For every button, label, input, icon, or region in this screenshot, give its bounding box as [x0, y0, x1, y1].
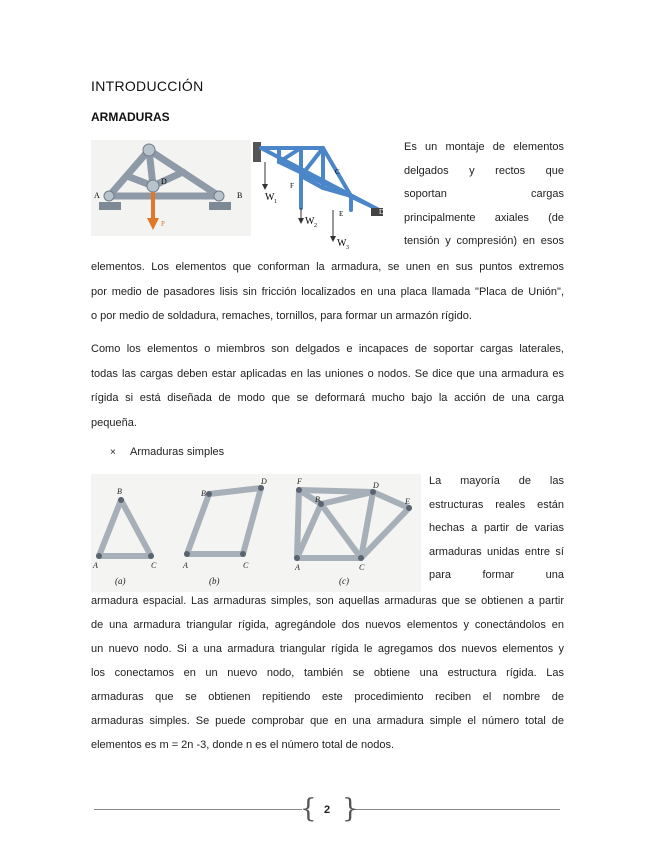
- text-line: hechas a partir de varias: [429, 522, 564, 535]
- label-w2: W: [305, 216, 315, 227]
- text-line: armadura espacial. Las armaduras simples, son aquellas armaduras que se obtienen a partir: [91, 595, 564, 607]
- label-b-d: D: [261, 477, 267, 486]
- label-b: B: [237, 191, 243, 200]
- label-w1: W: [265, 192, 275, 203]
- label-b-a: A: [183, 561, 188, 570]
- label-c-e: E: [405, 497, 410, 506]
- text-line: principalmente axiales (de: [404, 211, 564, 224]
- bullet-simple-trusses: [110, 446, 224, 458]
- label-w3: W: [337, 238, 347, 249]
- label-c-c: C: [359, 563, 365, 572]
- text-line: pequeña.: [91, 416, 137, 429]
- text-line: elementos es m = 2n -3, donde n es el número total de nodos.: [91, 739, 394, 751]
- bullet-x-icon: ×: [110, 447, 116, 458]
- text-line: armaduras unidas entre sí: [429, 545, 564, 558]
- bullet-label: Armaduras simples: [130, 446, 225, 458]
- label-a-b: B: [117, 487, 122, 496]
- label-c-d: D: [373, 481, 379, 490]
- subsection-heading: ARMADURAS: [91, 110, 170, 124]
- caption-a: (a): [115, 576, 126, 586]
- roof-truss-figure: [91, 140, 251, 236]
- label-a-c: C: [151, 561, 157, 570]
- footer-left-brace-icon: {: [300, 794, 317, 824]
- label-d2: D: [379, 208, 385, 216]
- label-c-b: B: [315, 495, 320, 504]
- label-e: E: [339, 210, 344, 218]
- label-w1-sub: 1: [274, 199, 277, 205]
- label-c-a: A: [295, 563, 300, 572]
- label-w3-sub: 3: [346, 245, 349, 250]
- label-p: P: [161, 220, 165, 228]
- loads-paragraph: [91, 337, 564, 435]
- text-line: La mayoría de las: [429, 475, 564, 487]
- text-line: para formar una: [429, 569, 564, 582]
- text-line: un nuevo nodo. Si a una armadura triangular rígida le agregamos dos nuevos elementos y: [91, 643, 564, 655]
- cantilever-truss-figure: [253, 138, 391, 250]
- text-line: soportan cargas: [404, 188, 564, 201]
- label-c-f: F: [297, 477, 302, 486]
- text-line: armaduras simples. Se puede comprobar que en una armadura simple el número total de: [91, 715, 564, 727]
- label-b-c: C: [243, 561, 249, 570]
- text-line: por medio de pasadores lisis sin fricción localizados en una placa llamada "Placa de Unión",: [91, 285, 564, 298]
- simple-trusses-paragraph: [91, 589, 564, 757]
- text-line: armaduras que se obtienen repitiendo este procedimiento reciben el nombre de: [91, 691, 564, 703]
- text-line: Es un montaje de elementos: [404, 141, 564, 153]
- text-line: todas las cargas deben estar aplicadas en las uniones o nodos. Se dice que una armadura es: [91, 367, 564, 380]
- text-line: tensión y compresión) en esos: [404, 235, 564, 248]
- label-a-a: A: [93, 561, 98, 570]
- footer-right-brace-icon: }: [342, 794, 359, 824]
- text-line: estructuras reales están: [429, 498, 564, 511]
- text-line: elementos. Los elementos que conforman la armadura, se unen en sus puntos extremos: [91, 261, 564, 273]
- simple-trusses-figure: [91, 474, 421, 592]
- intro-paragraph: [91, 255, 564, 329]
- text-line: los conectamos en un nuevo nodo, también se obtiene una estructura rígida. Las: [91, 667, 564, 679]
- text-line: de una armadura triangular rígida, agregándole dos nuevos elementos y conectándolos en: [91, 619, 564, 631]
- label-b-b: B: [201, 489, 206, 498]
- text-line: delgados y rectos que: [404, 164, 564, 177]
- label-a: A: [94, 191, 100, 200]
- label-d: D: [161, 177, 167, 186]
- text-line: rígida si está diseñada de modo que se deformará mucho bajo la acción de una carga: [91, 392, 564, 405]
- simple-wrap-text: [429, 470, 564, 588]
- caption-b: (b): [209, 576, 220, 586]
- intro-wrap-text: [404, 136, 564, 254]
- label-f: F: [290, 182, 294, 190]
- section-heading: INTRODUCCIÓN: [91, 78, 204, 94]
- text-line: Como los elementos o miembros son delgados e incapaces de soportar cargas laterales,: [91, 343, 564, 355]
- footer-rule-left: [94, 809, 302, 810]
- page-number: 2: [323, 804, 331, 816]
- text-line: o por medio de soldadura, remaches, tornillos, para formar un armazón rígido.: [91, 310, 472, 323]
- label-c: C: [335, 168, 340, 176]
- footer-rule-right: [352, 809, 560, 810]
- label-w2-sub: 2: [314, 223, 317, 229]
- caption-c: (c): [339, 576, 349, 586]
